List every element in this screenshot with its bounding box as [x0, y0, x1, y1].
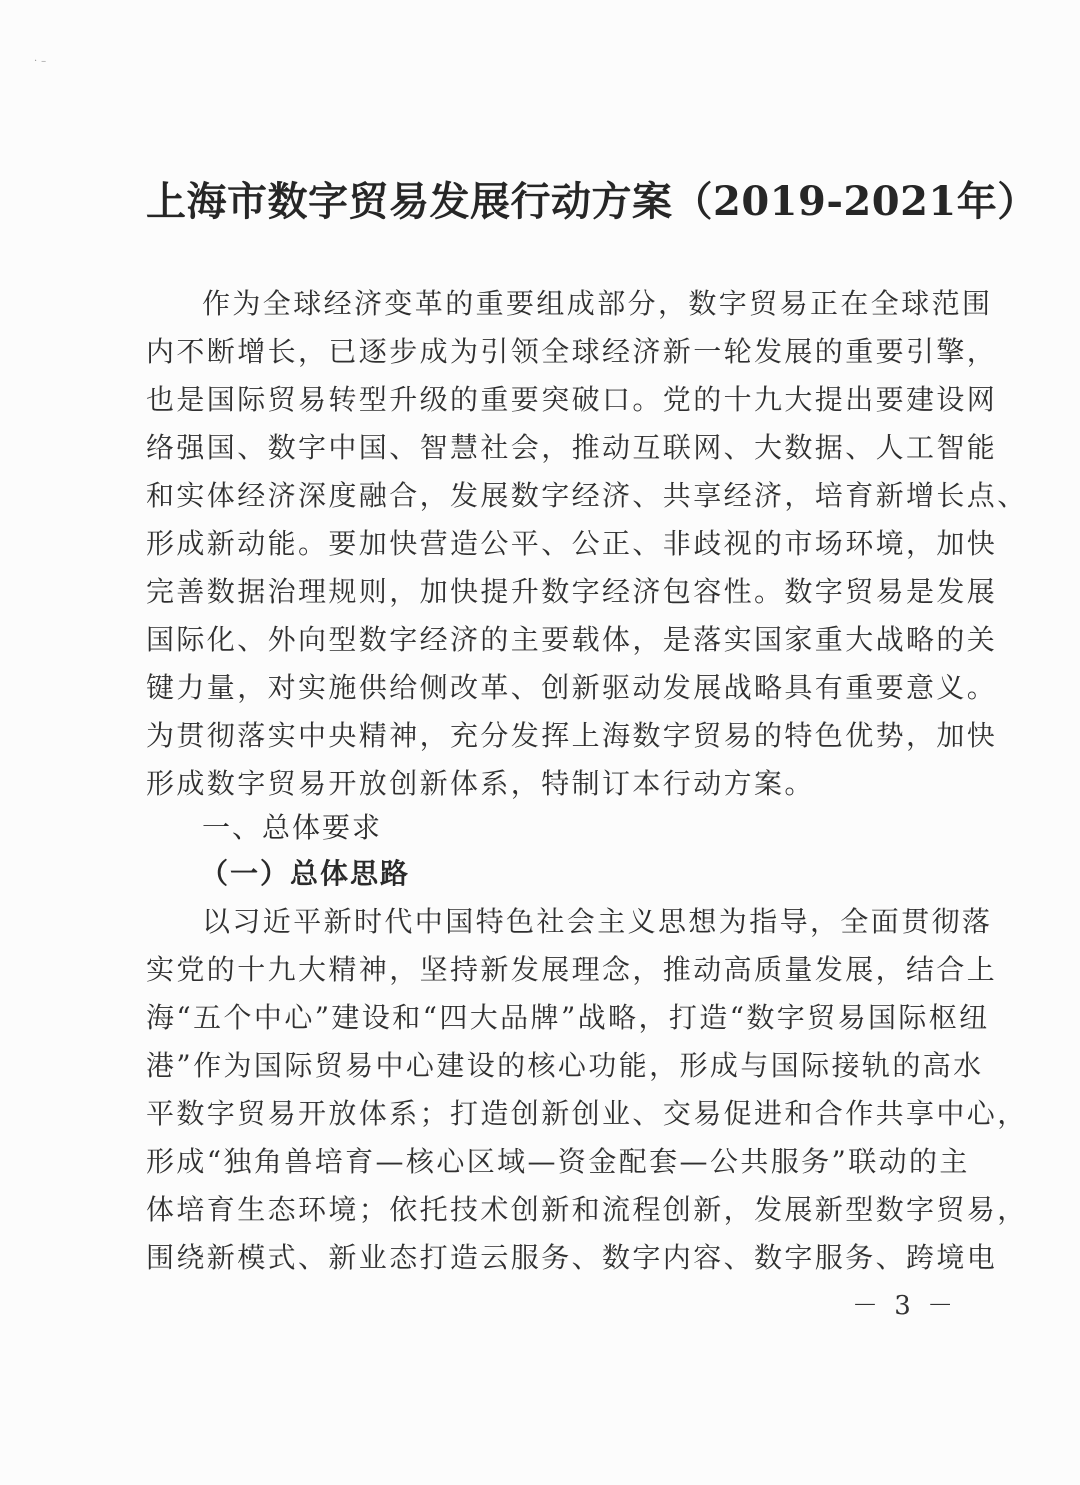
body-line: 形成“独角兽培育—核心区域—资金配套—公共服务”联动的主	[146, 1145, 970, 1178]
body-line: 围绕新模式、新业态打造云服务、数字内容、数字服务、跨境电	[146, 1241, 998, 1274]
document-title: 上海市数字贸易发展行动方案（2019-2021年）	[146, 178, 1038, 225]
intro-line: 键力量，对实施供给侧改革、创新驱动发展战略具有重要意义。	[146, 671, 998, 704]
page-number: － 3 －	[852, 1291, 958, 1321]
intro-line: 络强国、数字中国、智慧社会，推动互联网、大数据、人工智能	[146, 431, 998, 464]
body-line: 港”作为国际贸易中心建设的核心功能，形成与国际接轨的高水	[146, 1049, 984, 1082]
intro-line: 作为全球经济变革的重要组成部分，数字贸易正在全球范围	[202, 287, 993, 320]
scan-artifact: ·–	[34, 56, 51, 67]
intro-line: 内不断增长，已逐步成为引领全球经济新一轮发展的重要引擎，	[146, 335, 998, 368]
intro-line: 形成数字贸易开放创新体系，特制订本行动方案。	[146, 767, 815, 800]
subsection-heading: （一）总体思路	[200, 857, 411, 890]
intro-line: 为贯彻落实中央精神，充分发挥上海数字贸易的特色优势，加快	[146, 719, 998, 752]
body-line: 实党的十九大精神，坚持新发展理念，推动高质量发展，结合上	[146, 953, 998, 986]
body-line: 体培育生态环境；依托技术创新和流程创新，发展新型数字贸易，	[146, 1193, 1028, 1226]
body-line: 平数字贸易开放体系；打造创新创业、交易促进和合作共享中心，	[146, 1097, 1028, 1130]
intro-line: 和实体经济深度融合，发展数字经济、共享经济，培育新增长点、	[146, 479, 1028, 512]
intro-line: 完善数据治理规则，加快提升数字经济包容性。数字贸易是发展	[146, 575, 998, 608]
body-line: 以习近平新时代中国特色社会主义思想为指导，全面贯彻落	[202, 905, 993, 938]
intro-line: 形成新动能。要加快营造公平、公正、非歧视的市场环境，加快	[146, 527, 998, 560]
body-line: 海“五个中心”建设和“四大品牌”战略，打造“数字贸易国际枢纽	[146, 1001, 990, 1034]
intro-line: 国际化、外向型数字经济的主要载体，是落实国家重大战略的关	[146, 623, 998, 656]
intro-line: 也是国际贸易转型升级的重要突破口。党的十九大提出要建设网	[146, 383, 998, 416]
section-heading: 一、总体要求	[202, 811, 383, 844]
